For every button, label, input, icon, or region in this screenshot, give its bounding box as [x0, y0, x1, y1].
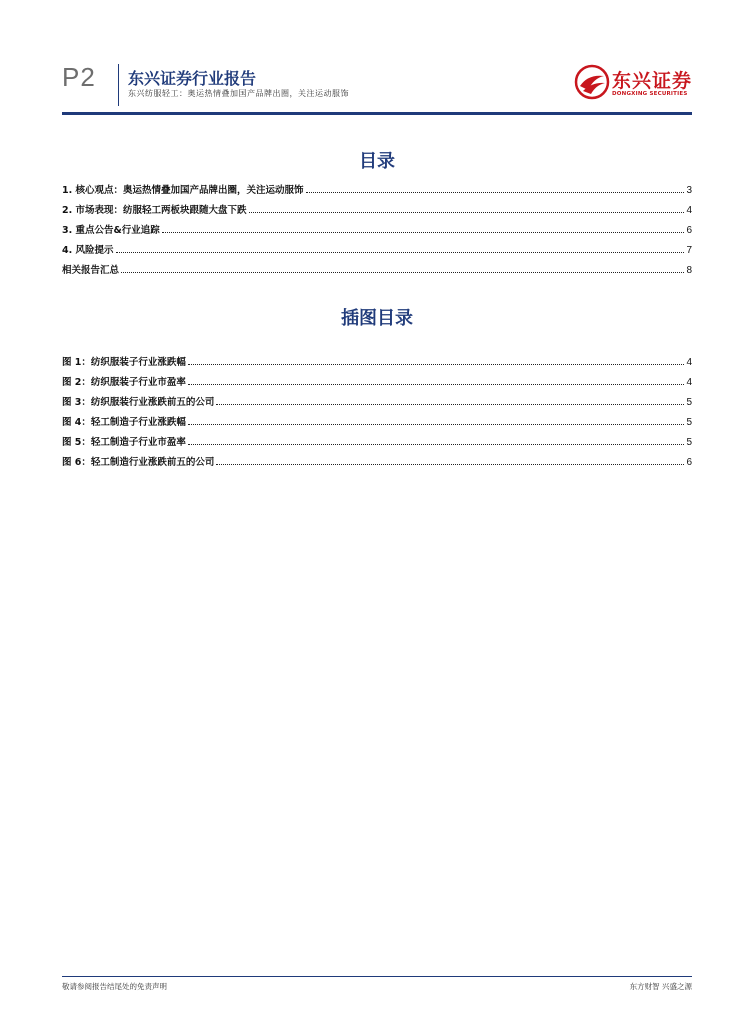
figure-entry[interactable]	[62, 388, 692, 408]
toc-entry-page: 4	[686, 205, 692, 216]
dot-leader	[306, 191, 685, 193]
toc-entry-page: 3	[686, 185, 692, 196]
figure-entry-label: 图 4：轻工制造子行业涨跌幅	[62, 417, 186, 428]
figure-entry[interactable]	[62, 348, 692, 368]
logo-text-en: DONGXING SECURITIES	[612, 91, 688, 97]
report-subtitle: 东兴纺服轻工：奥运热情叠加国产品牌出圈，关注运动服饰	[128, 89, 349, 98]
toc-entry[interactable]	[62, 236, 692, 256]
footer-disclaimer: 敬请参阅报告结尾处的免责声明	[62, 982, 167, 991]
toc-title: 目录	[359, 151, 395, 172]
footer-rule	[62, 976, 692, 977]
footer-slogan: 东方财智 兴盛之源	[629, 982, 692, 991]
dot-leader	[216, 403, 684, 405]
dot-leader	[188, 423, 685, 425]
toc-entry-label: 3. 重点公告&行业追踪	[62, 225, 160, 236]
figure-entry-page: 5	[686, 397, 692, 408]
figure-entry-label: 图 2：纺织服装子行业市盈率	[62, 377, 186, 388]
toc-list	[62, 176, 692, 276]
figure-entry-page: 6	[686, 457, 692, 468]
logo-text-cn: 东兴证券	[612, 70, 693, 92]
dot-leader	[121, 271, 684, 273]
toc-entry[interactable]	[62, 256, 692, 276]
figure-entry-label: 图 3：纺织服装行业涨跌前五的公司	[62, 397, 215, 408]
figure-entry-page: 4	[686, 377, 692, 388]
figure-entry[interactable]	[62, 408, 692, 428]
toc-entry-label: 2. 市场表现：纺服轻工两板块跟随大盘下跌	[62, 205, 247, 216]
header-rule	[62, 112, 692, 115]
toc-entry-page: 6	[686, 225, 692, 236]
figure-entry[interactable]	[62, 428, 692, 448]
figure-entry-label: 图 5：轻工制造子行业市盈率	[62, 437, 186, 448]
report-type: 东兴证券行业报告	[128, 69, 257, 88]
figure-entry-page: 5	[686, 437, 692, 448]
figures-list	[62, 348, 692, 468]
dot-leader	[188, 383, 685, 385]
figures-title: 插图目录	[341, 308, 413, 329]
logo-mark-icon	[574, 64, 610, 100]
figure-entry-label: 图 1：纺织服装子行业涨跌幅	[62, 357, 186, 368]
toc-entry-label: 4. 风险提示	[62, 245, 114, 256]
figure-entry[interactable]	[62, 368, 692, 388]
page-number: P2	[62, 62, 96, 92]
figure-entry-page: 4	[686, 357, 692, 368]
dot-leader	[249, 211, 685, 213]
toc-entry-label: 相关报告汇总	[62, 265, 120, 276]
company-logo	[574, 64, 692, 100]
dot-leader	[188, 363, 685, 365]
dot-leader	[162, 231, 685, 233]
toc-entry[interactable]	[62, 216, 692, 236]
figure-entry[interactable]	[62, 448, 692, 468]
toc-entry[interactable]	[62, 196, 692, 216]
dot-leader	[116, 251, 685, 253]
header-separator	[118, 64, 119, 106]
toc-entry-page: 7	[686, 245, 692, 256]
toc-entry-label: 1. 核心观点：奥运热情叠加国产品牌出圈，关注运动服饰	[62, 185, 304, 196]
dot-leader	[188, 443, 685, 445]
toc-entry-page: 8	[686, 265, 692, 276]
figure-entry-page: 5	[686, 417, 692, 428]
figure-entry-label: 图 6：轻工制造行业涨跌前五的公司	[62, 457, 215, 468]
dot-leader	[216, 463, 684, 465]
toc-entry[interactable]	[62, 176, 692, 196]
